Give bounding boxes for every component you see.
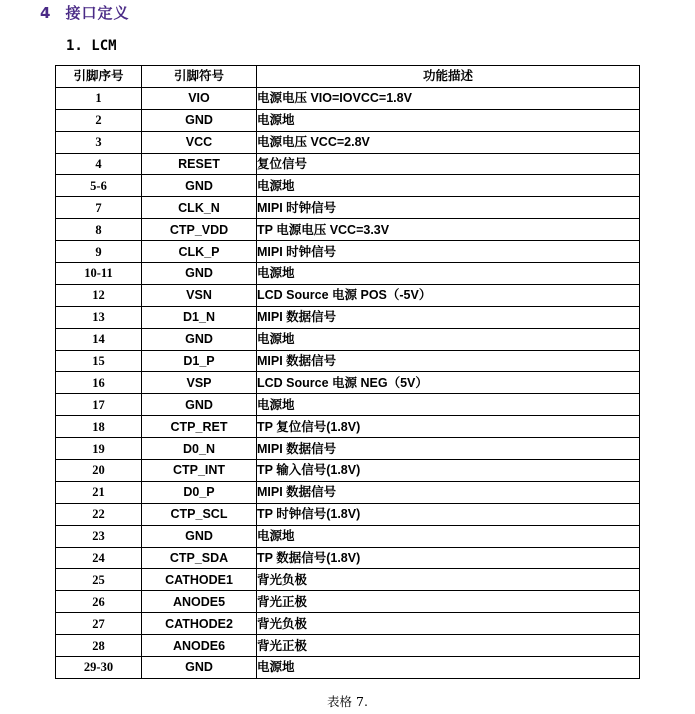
table-row [56, 328, 640, 350]
pin-description-cell: 电源电压 VIO=IOVCC=1.8V [257, 87, 640, 109]
pin-symbol-cell: GND [142, 394, 257, 416]
pin-number-cell: 25 [56, 569, 142, 591]
pin-symbol-cell: GND [142, 263, 257, 285]
table-row [56, 547, 640, 569]
pin-number-cell: 7 [56, 197, 142, 219]
pin-description-cell: 电源地 [257, 657, 640, 679]
pin-symbol-cell: VSN [142, 284, 257, 306]
pin-symbol-cell: CTP_VDD [142, 219, 257, 241]
table-row [56, 306, 640, 328]
table-header-row [56, 66, 640, 88]
table-row [56, 460, 640, 482]
pin-number-cell: 15 [56, 350, 142, 372]
table-row [56, 635, 640, 657]
pin-number-cell: 1 [56, 87, 142, 109]
pin-definition-table [55, 65, 640, 679]
pin-number-cell: 22 [56, 503, 142, 525]
pin-description-cell: 电源地 [257, 525, 640, 547]
table-row [56, 657, 640, 679]
pin-symbol-cell: CTP_INT [142, 460, 257, 482]
pin-description-cell: 电源地 [257, 328, 640, 350]
table-row [56, 131, 640, 153]
table-row [56, 503, 640, 525]
subsection-heading: 1. LCM [66, 38, 117, 54]
pin-description-cell: MIPI 数据信号 [257, 350, 640, 372]
header-pin-symbol: 引脚符号 [142, 66, 257, 88]
pin-number-cell: 4 [56, 153, 142, 175]
pin-number-cell: 9 [56, 241, 142, 263]
pin-number-cell: 8 [56, 219, 142, 241]
pin-symbol-cell: VIO [142, 87, 257, 109]
pin-description-cell: MIPI 时钟信号 [257, 241, 640, 263]
table-row [56, 613, 640, 635]
table-row [56, 394, 640, 416]
pin-number-cell: 21 [56, 481, 142, 503]
pin-number-cell: 17 [56, 394, 142, 416]
pin-symbol-cell: D0_N [142, 438, 257, 460]
pin-description-cell: 背光正极 [257, 591, 640, 613]
table-row [56, 263, 640, 285]
pin-symbol-cell: GND [142, 175, 257, 197]
table-row [56, 87, 640, 109]
table-row [56, 109, 640, 131]
table-caption: 表格 7. [327, 694, 368, 709]
header-pin-number: 引脚序号 [56, 66, 142, 88]
pin-number-cell: 16 [56, 372, 142, 394]
section-title: 接口定义 [65, 4, 130, 22]
table-body [56, 87, 640, 678]
table-row [56, 372, 640, 394]
pin-symbol-cell: D0_P [142, 481, 257, 503]
pin-description-cell: 电源电压 VCC=2.8V [257, 131, 640, 153]
pin-description-cell: 复位信号 [257, 153, 640, 175]
pin-description-cell: 电源地 [257, 263, 640, 285]
pin-description-cell: MIPI 时钟信号 [257, 197, 640, 219]
pin-description-cell: 电源地 [257, 394, 640, 416]
table-row [56, 569, 640, 591]
pin-description-cell: TP 复位信号(1.8V) [257, 416, 640, 438]
pin-number-cell: 12 [56, 284, 142, 306]
pin-symbol-cell: RESET [142, 153, 257, 175]
pin-description-cell: LCD Source 电源 NEG（5V） [257, 372, 640, 394]
pin-description-cell: 电源地 [257, 109, 640, 131]
pin-description-cell: TP 电源电压 VCC=3.3V [257, 219, 640, 241]
pin-description-cell: 电源地 [257, 175, 640, 197]
pin-description-cell: TP 输入信号(1.8V) [257, 460, 640, 482]
pin-symbol-cell: GND [142, 525, 257, 547]
pin-description-cell: MIPI 数据信号 [257, 438, 640, 460]
table-row [56, 416, 640, 438]
pin-description-cell: TP 时钟信号(1.8V) [257, 503, 640, 525]
pin-description-cell: MIPI 数据信号 [257, 306, 640, 328]
pin-number-cell: 3 [56, 131, 142, 153]
pin-description-cell: 背光正极 [257, 635, 640, 657]
pin-symbol-cell: CTP_RET [142, 416, 257, 438]
table-row [56, 438, 640, 460]
pin-symbol-cell: D1_P [142, 350, 257, 372]
pin-description-cell: 背光负极 [257, 613, 640, 635]
pin-number-cell: 24 [56, 547, 142, 569]
header-description: 功能描述 [257, 66, 640, 88]
pin-number-cell: 20 [56, 460, 142, 482]
pin-symbol-cell: CATHODE2 [142, 613, 257, 635]
pin-number-cell: 26 [56, 591, 142, 613]
pin-number-cell: 10-11 [56, 263, 142, 285]
section-number: 4 [40, 4, 52, 22]
pin-symbol-cell: CATHODE1 [142, 569, 257, 591]
pin-number-cell: 19 [56, 438, 142, 460]
table-row [56, 197, 640, 219]
pin-number-cell: 27 [56, 613, 142, 635]
table-row [56, 153, 640, 175]
table-row [56, 525, 640, 547]
pin-symbol-cell: GND [142, 657, 257, 679]
pin-symbol-cell: CLK_P [142, 241, 257, 263]
pin-number-cell: 28 [56, 635, 142, 657]
pin-number-cell: 5-6 [56, 175, 142, 197]
table-row [56, 219, 640, 241]
pin-symbol-cell: GND [142, 109, 257, 131]
pin-number-cell: 29-30 [56, 657, 142, 679]
table-row [56, 350, 640, 372]
pin-number-cell: 2 [56, 109, 142, 131]
pin-description-cell: LCD Source 电源 POS（-5V） [257, 284, 640, 306]
pin-symbol-cell: GND [142, 328, 257, 350]
pin-description-cell: 背光负极 [257, 569, 640, 591]
pin-symbol-cell: VCC [142, 131, 257, 153]
table-row [56, 241, 640, 263]
pin-symbol-cell: CLK_N [142, 197, 257, 219]
pin-symbol-cell: D1_N [142, 306, 257, 328]
pin-symbol-cell: ANODE6 [142, 635, 257, 657]
pin-number-cell: 18 [56, 416, 142, 438]
pin-description-cell: TP 数据信号(1.8V) [257, 547, 640, 569]
section-heading [40, 2, 129, 23]
table-row [56, 481, 640, 503]
pin-description-cell: MIPI 数据信号 [257, 481, 640, 503]
table-row [56, 175, 640, 197]
pin-symbol-cell: VSP [142, 372, 257, 394]
pin-number-cell: 13 [56, 306, 142, 328]
pin-symbol-cell: CTP_SCL [142, 503, 257, 525]
pin-symbol-cell: ANODE5 [142, 591, 257, 613]
table-row [56, 284, 640, 306]
table-row [56, 591, 640, 613]
pin-symbol-cell: CTP_SDA [142, 547, 257, 569]
pin-number-cell: 14 [56, 328, 142, 350]
pin-number-cell: 23 [56, 525, 142, 547]
